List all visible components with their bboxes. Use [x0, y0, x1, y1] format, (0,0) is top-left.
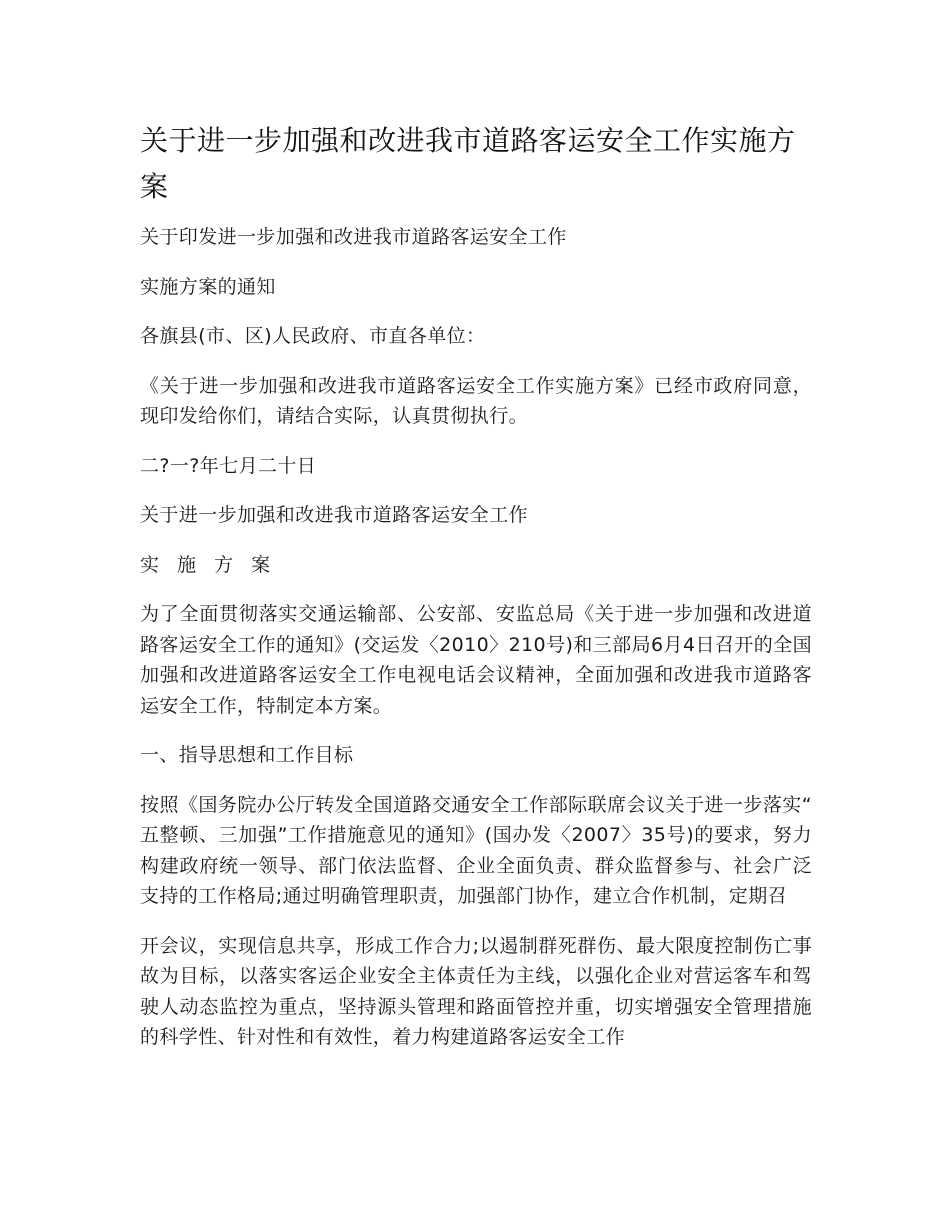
notice-date: 二?一?年七月二十日 [140, 454, 317, 477]
document-title: 关于进一步加强和改进我市道路客运安全工作实施方案 [140, 124, 796, 203]
plan-heading-line-2: 实 施 方 案 [140, 553, 277, 576]
section-paragraph-1: 按照《国务院办公厅转发全国道路交通安全工作部际联席会议关于进一步落实“五整顿、三加强”工作措施意见的通知》(国办发〈2007〉35号)的要求，努力构建政府统一领导、部门依法监督、企业全面负责、群众监督参与、社会广泛支持的工作格局;通过明确管理职责，加强部门协作，建立合作机制，定期召 [140, 793, 812, 907]
plan-heading-line-1: 关于进一步加强和改进我市道路客运安全工作 [140, 504, 529, 526]
document-page [140, 118, 812, 1072]
notice-heading-line-2: 实施方案的通知 [140, 275, 276, 298]
section-heading: 一、指导思想和工作目标 [140, 744, 354, 766]
section-paragraph-2: 开会议，实现信息共享，形成工作合力;以遏制群死群伤、最大限度控制伤亡事故为目标，以落实客运企业安全主体责任为主线，以强化企业对营运客车和驾驶人动态监控为重点，坚持源头管理和路面管控并重，切实增强安全管理措施的科学性、针对性和有效性，着力构建道路客运安全工作 [140, 934, 812, 1048]
addressee: 各旗县(市、区)人民政府、市直各单位： [140, 325, 486, 347]
notice-heading-line-1: 关于印发进一步加强和改进我市道路客运安全工作 [140, 226, 567, 248]
notice-body: 《关于进一步加强和改进我市道路客运安全工作实施方案》已经市政府同意，现印发给你们，请结合实际，认真贯彻执行。 [140, 374, 812, 427]
plan-intro: 为了全面贯彻落实交通运输部、公安部、安监总局《关于进一步加强和改进道路客运安全工作的通知》(交运发〈2010〉210号)和三部局6月4日召开的全国加强和改进道路客运安全工作电视电话会议精神，全面加强和改进我市道路客运安全工作，特制定本方案。 [140, 603, 812, 717]
